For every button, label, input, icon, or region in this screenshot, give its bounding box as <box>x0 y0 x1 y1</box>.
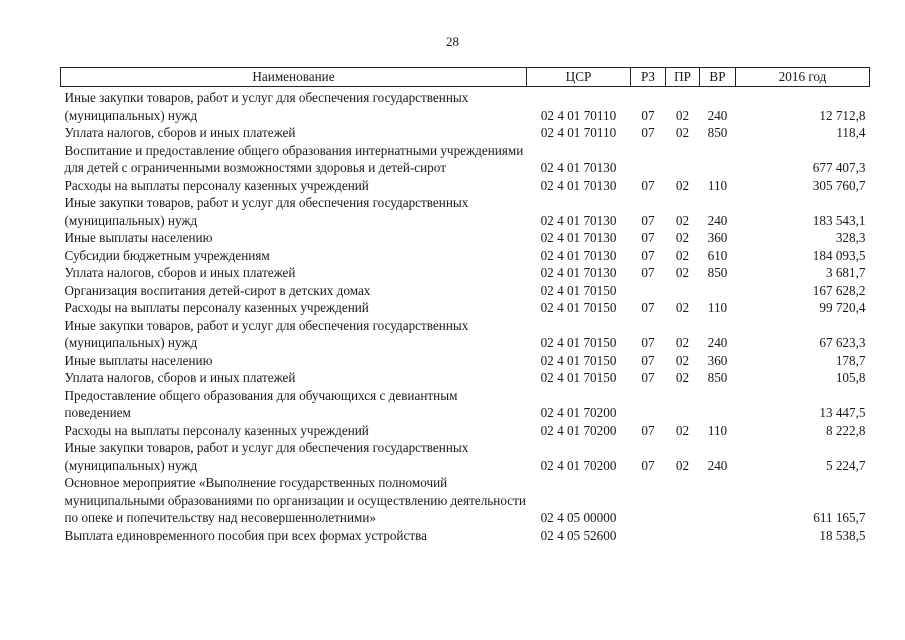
row-amount: 8 222,8 <box>825 422 866 438</box>
row-amount: 12 712,8 <box>819 107 866 123</box>
row-csr: 02 4 01 70130 <box>540 160 617 175</box>
row-rz: 07 <box>641 300 655 315</box>
row-pr: 02 <box>675 107 690 123</box>
table-row <box>61 229 870 247</box>
row-csr: 02 4 01 70150 <box>540 300 617 315</box>
header-pr: ПР <box>666 68 700 87</box>
row-name: Расходы на выплаты персоналу казенных учреждений <box>64 422 369 438</box>
row-amount: 178,7 <box>835 352 866 368</box>
header-csr: ЦСР <box>527 68 631 87</box>
table-row <box>61 247 870 265</box>
row-amount: 118,4 <box>836 125 866 140</box>
table-row <box>61 177 870 195</box>
row-csr: 02 4 01 70130 <box>540 212 617 228</box>
row-vr <box>700 387 736 422</box>
row-pr <box>666 474 700 527</box>
row-vr: 850 <box>707 125 728 140</box>
row-rz <box>631 282 666 300</box>
row-pr <box>666 282 700 300</box>
row-name: Воспитание и предоставление общего образования интернатными учреждениями для детей с ограниченными возможностями здоровья и детей-сирот <box>64 142 524 175</box>
row-pr: 02 <box>675 370 690 385</box>
row-amount: 184 093,5 <box>812 247 866 263</box>
row-name: Организация воспитания детей-сирот в детских домах <box>64 282 371 298</box>
row-amount: 105,8 <box>835 370 866 385</box>
row-pr: 02 <box>675 212 690 228</box>
header-vr: ВР <box>700 68 736 87</box>
table-body <box>61 87 870 545</box>
row-amount: 167 628,2 <box>812 282 866 298</box>
table-row <box>61 282 870 300</box>
row-pr <box>666 527 700 545</box>
row-vr <box>700 142 736 177</box>
row-amount: 5 224,7 <box>825 457 866 473</box>
row-amount: 328,3 <box>835 230 866 245</box>
row-csr: 02 4 01 70150 <box>540 370 617 385</box>
row-rz <box>631 474 666 527</box>
row-vr: 850 <box>707 370 728 385</box>
row-csr: 02 4 01 70130 <box>540 247 617 263</box>
table-row <box>61 439 870 474</box>
row-amount: 305 760,7 <box>812 177 866 193</box>
row-rz <box>631 527 666 545</box>
row-name: Субсидии бюджетным учреждениям <box>64 247 270 263</box>
row-csr: 02 4 01 70110 <box>540 107 617 123</box>
row-amount: 99 720,4 <box>819 300 866 315</box>
budget-table <box>60 67 870 544</box>
row-amount: 183 543,1 <box>812 212 866 228</box>
row-rz <box>631 387 666 422</box>
row-vr: 240 <box>707 457 728 473</box>
row-name: Иные выплаты населению <box>64 352 213 368</box>
row-rz: 07 <box>641 212 655 228</box>
row-csr: 02 4 05 52600 <box>540 527 617 543</box>
row-vr: 360 <box>707 352 728 368</box>
row-rz: 07 <box>641 370 655 385</box>
row-csr: 02 4 01 70130 <box>540 265 617 280</box>
row-pr <box>666 387 700 422</box>
row-name: Выплата единовременного пособия при всех формах устройства <box>64 527 427 543</box>
table-row <box>61 317 870 352</box>
row-name: Уплата налогов, сборов и иных платежей <box>64 125 296 140</box>
row-csr: 02 4 01 70130 <box>540 177 617 193</box>
row-pr: 02 <box>675 352 690 368</box>
row-amount: 611 165,7 <box>813 510 866 525</box>
row-vr: 240 <box>707 212 728 228</box>
row-name: Уплата налогов, сборов и иных платежей <box>64 370 296 385</box>
row-name: Расходы на выплаты персоналу казенных учреждений <box>64 177 369 193</box>
row-name: Иные выплаты населению <box>64 230 213 245</box>
row-csr: 02 4 01 70200 <box>540 405 617 420</box>
row-pr <box>666 142 700 177</box>
row-csr: 02 4 01 70130 <box>540 230 617 245</box>
table-row <box>61 124 870 142</box>
table-row <box>61 527 870 545</box>
table-row <box>61 369 870 387</box>
row-vr: 110 <box>707 422 728 438</box>
table-row <box>61 352 870 370</box>
row-name: Иные закупки товаров, работ и услуг для обеспечения государственных (муниципальных) нужд <box>64 195 469 228</box>
table-row <box>61 142 870 177</box>
table-row <box>61 387 870 422</box>
row-vr: 240 <box>707 335 728 350</box>
row-rz: 07 <box>641 107 655 123</box>
row-vr: 360 <box>707 230 728 245</box>
row-name: Расходы на выплаты персоналу казенных учреждений <box>64 300 369 315</box>
row-pr: 02 <box>675 265 690 280</box>
row-rz: 07 <box>641 125 655 140</box>
table-header-row <box>61 68 870 87</box>
header-year: 2016 год <box>736 68 870 87</box>
row-vr: 110 <box>707 300 728 315</box>
row-pr: 02 <box>675 247 690 263</box>
row-csr: 02 4 01 70200 <box>540 457 617 473</box>
row-pr: 02 <box>675 230 690 245</box>
table-row <box>61 194 870 229</box>
row-vr <box>700 474 736 527</box>
row-rz <box>631 142 666 177</box>
row-rz: 07 <box>641 230 655 245</box>
row-name: Уплата налогов, сборов и иных платежей <box>64 265 296 280</box>
table-row <box>61 299 870 317</box>
row-name: Иные закупки товаров, работ и услуг для обеспечения государственных (муниципальных) нужд <box>64 90 469 123</box>
row-name: Предоставление общего образования для обучающихся с девиантным поведением <box>64 387 458 420</box>
row-rz: 07 <box>641 352 655 368</box>
row-name: Иные закупки товаров, работ и услуг для обеспечения государственных (муниципальных) нужд <box>64 317 469 350</box>
row-pr: 02 <box>675 177 690 193</box>
row-vr: 610 <box>707 247 728 263</box>
row-vr: 240 <box>707 107 728 123</box>
table-row <box>61 264 870 282</box>
row-rz: 07 <box>641 247 655 263</box>
row-pr: 02 <box>675 422 690 438</box>
row-amount: 67 623,3 <box>819 335 866 350</box>
table-row <box>61 422 870 440</box>
row-csr: 02 4 05 00000 <box>540 510 617 525</box>
row-amount: 13 447,5 <box>819 405 866 420</box>
row-vr: 850 <box>707 265 728 280</box>
row-csr: 02 4 01 70150 <box>540 282 617 298</box>
row-rz: 07 <box>641 457 655 473</box>
row-amount: 3 681,7 <box>825 265 866 280</box>
row-amount: 18 538,5 <box>819 527 866 543</box>
row-amount: 677 407,3 <box>812 160 866 175</box>
table-row <box>61 474 870 527</box>
row-csr: 02 4 01 70150 <box>540 335 617 350</box>
row-vr <box>700 282 736 300</box>
row-name: Иные закупки товаров, работ и услуг для обеспечения государственных (муниципальных) нужд <box>64 440 469 473</box>
page-number: 28 <box>446 34 459 49</box>
row-rz: 07 <box>641 422 655 438</box>
row-rz: 07 <box>641 177 655 193</box>
row-rz: 07 <box>641 335 655 350</box>
row-pr: 02 <box>675 457 690 473</box>
row-name: Основное мероприятие «Выполнение государственных полномочий муниципальными образованиями по организации и осуществлению деятельности по опеке и попечительству над несовершеннолетними» <box>64 475 526 525</box>
header-rz: РЗ <box>631 68 666 87</box>
row-pr: 02 <box>675 300 690 315</box>
header-name: Наименование <box>61 68 527 87</box>
row-vr: 110 <box>707 177 728 193</box>
row-csr: 02 4 01 70200 <box>540 422 617 438</box>
row-pr: 02 <box>675 335 690 350</box>
row-pr: 02 <box>675 125 690 140</box>
row-csr: 02 4 01 70150 <box>540 352 617 368</box>
row-rz: 07 <box>641 265 655 280</box>
row-vr <box>700 527 736 545</box>
table-row <box>61 87 870 125</box>
row-csr: 02 4 01 70110 <box>540 125 617 140</box>
